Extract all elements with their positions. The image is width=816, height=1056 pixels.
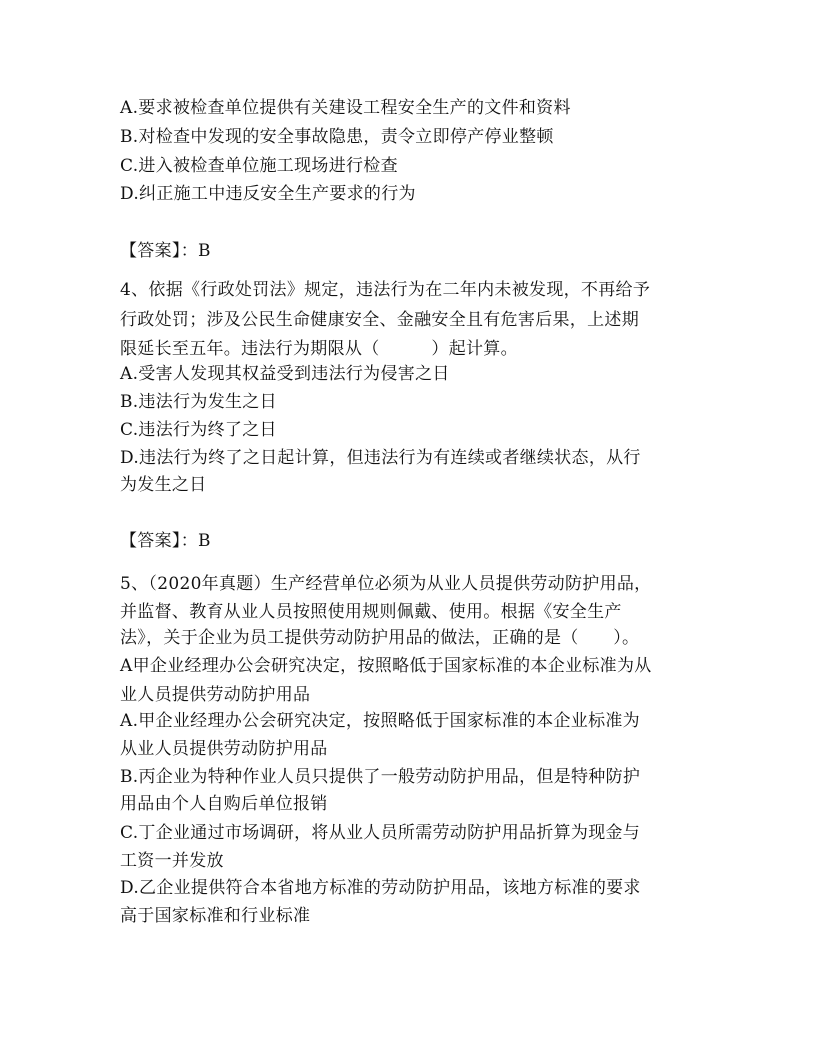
q4-option-d-cont: 为发生之日 [120,475,207,495]
q3-option-b: B.对检查中发现的安全事故隐患，责令立即停产停业整顿 [120,127,554,147]
q5-stem-line: 并监督、教育从业人员按照使用规则佩戴、使用。根据《安全生产 [120,602,622,622]
q5-option-c-cont: 工资一并发放 [120,851,224,871]
q4-option-b: B.违法行为发生之日 [120,392,277,412]
q4-stem-line: 行政处罚；涉及公民生命健康安全、金融安全且有危害后果，上述期 [120,310,639,330]
q4-option-c: C.违法行为终了之日 [120,420,277,440]
q5-option-b-cont: 用品由个人自购后单位报销 [120,794,328,814]
q4-option-d: D.违法行为终了之日起计算，但违法行为有连续或者继续状态，从行 [120,448,641,468]
q5-stem-line: 业人员提供劳动防护用品 [120,685,311,705]
q5-stem-line: 5、（2020年真题）生产经营单位必须为从业人员提供劳动防护用品， [120,574,652,594]
q5-option-d: D.乙企业提供符合本省地方标准的劳动防护用品，该地方标准的要求 [120,878,641,898]
q3-option-a: A.要求被检查单位提供有关建设工程安全生产的文件和资料 [120,98,571,118]
q5-option-c: C.丁企业通过市场调研，将从业人员所需劳动防护用品折算为现金与 [120,823,641,843]
q3-option-d: D.纠正施工中违反安全生产要求的行为 [120,184,416,204]
q4-stem-line: 4、依据《行政处罚法》规定，违法行为在二年内未被发现，不再给予 [120,280,651,300]
q5-option-a-cont: 从业人员提供劳动防护用品 [120,739,328,759]
q4-answer: 【答案】：B [120,531,211,551]
q5-stem-line: A甲企业经理办公会研究决定，按照略低于国家标准的本企业标准为从 [120,656,652,676]
q5-option-d-cont: 高于国家标准和行业标准 [120,906,311,926]
q4-stem-line: 限延长至五年。违法行为期限从（ ）起计算。 [120,339,518,359]
q5-option-a: A.甲企业经理办公会研究决定，按照略低于国家标准的本企业标准为 [120,711,640,731]
q5-option-b: B.丙企业为特种作业人员只提供了一般劳动防护用品，但是特种防护 [120,767,641,787]
q5-stem-line: 法》，关于企业为员工提供劳动防护用品的做法，正确的是（ ）。 [120,628,640,648]
q3-answer: 【答案】：B [120,241,211,261]
q3-option-c: C.进入被检查单位施工现场进行检查 [120,156,398,176]
q4-option-a: A.受害人发现其权益受到违法行为侵害之日 [120,364,450,384]
